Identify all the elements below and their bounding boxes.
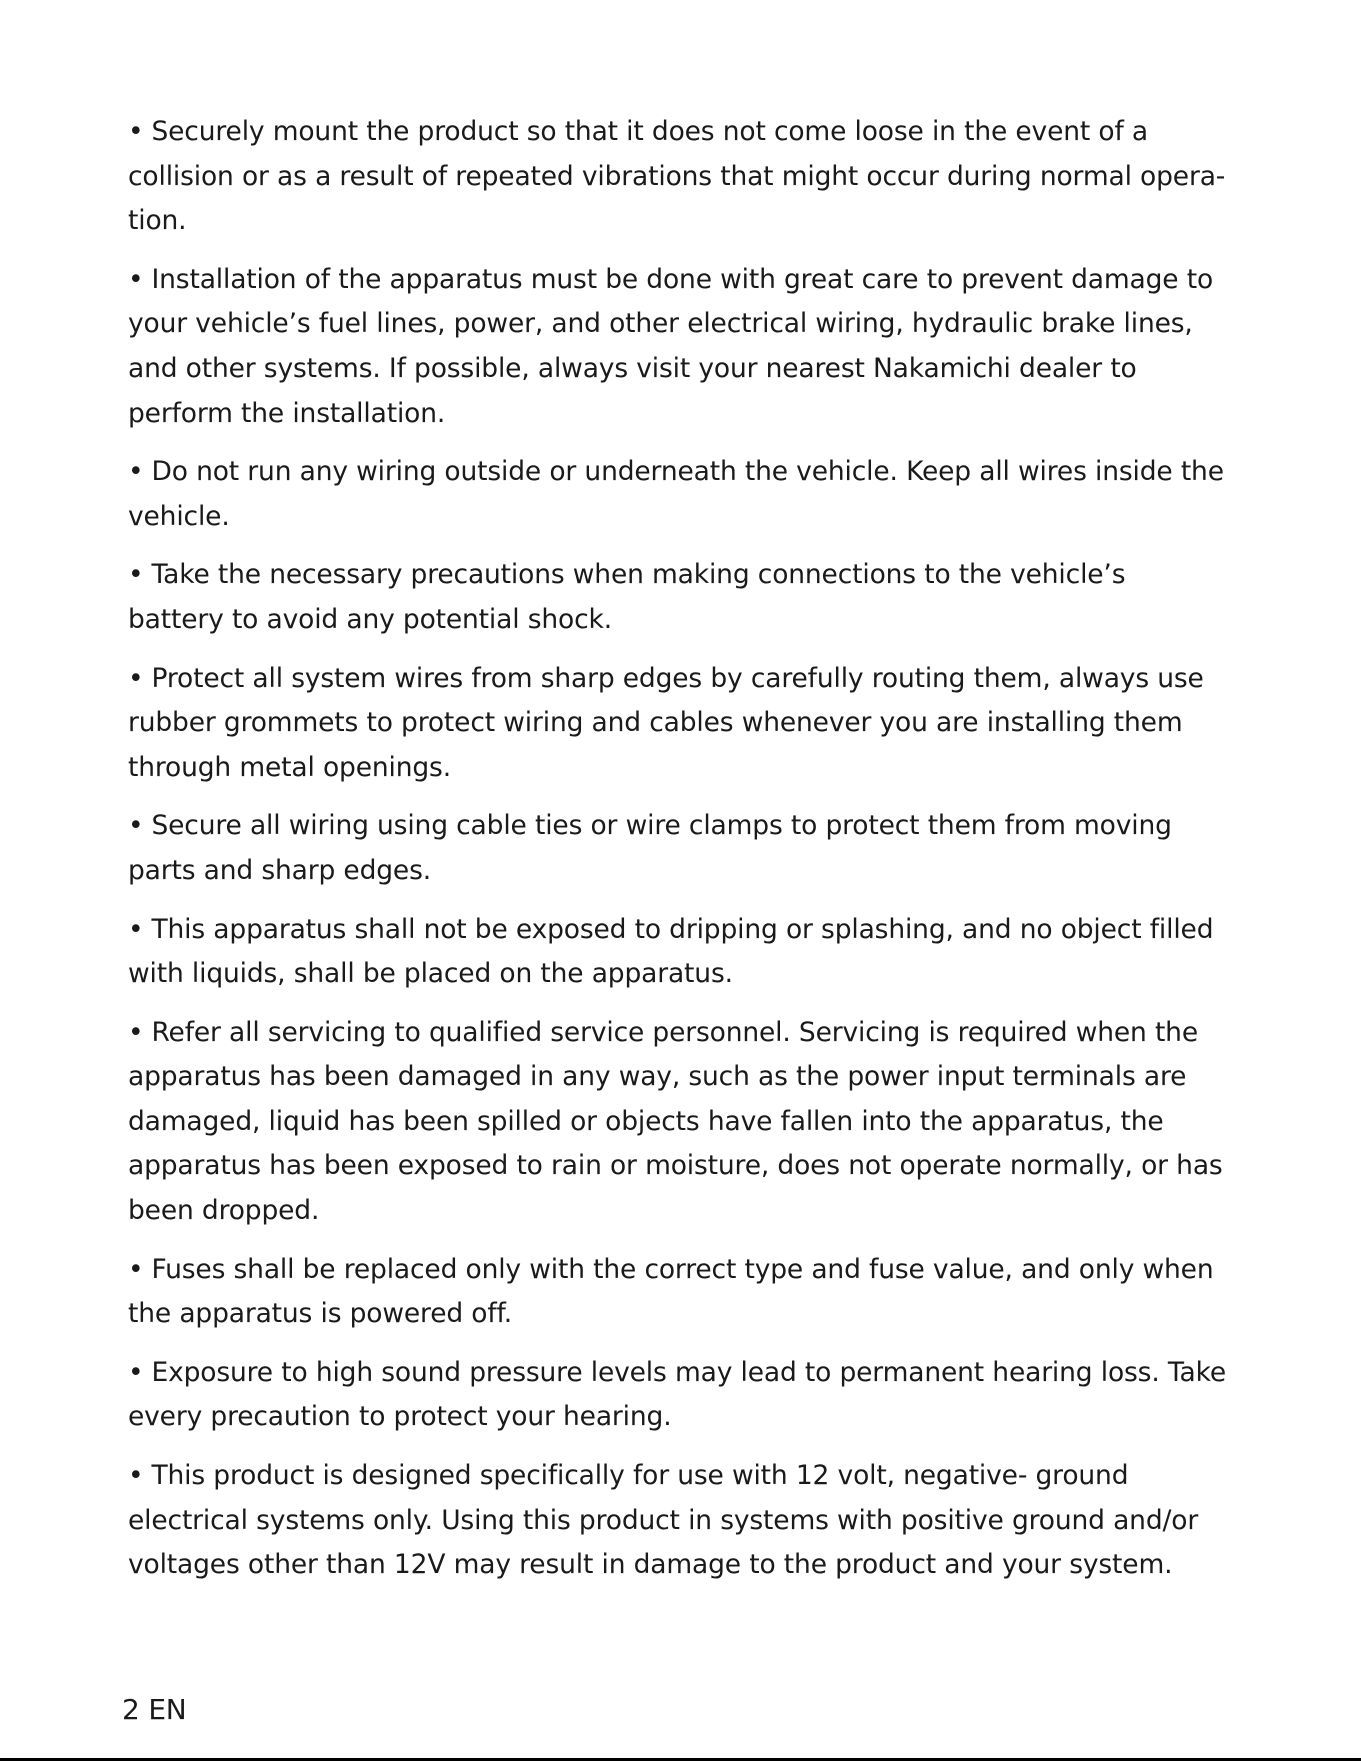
safety-item-text: Take the necessary precautions when making connections to the vehicle’s battery to avoid any potential shock. [128,559,1126,635]
safety-item-fuses [128,1248,1228,1337]
bullet-icon: • [128,1253,144,1285]
safety-item-text: Do not run any wiring outside or underneath the vehicle. Keep all wires inside the vehicle. [128,456,1224,532]
safety-item-text: This apparatus shall not be exposed to dripping or splashing, and no object filled with liquids, shall be placed on the apparatus. [128,913,1214,990]
bullet-icon: • [128,116,144,147]
safety-item-hearing [128,1351,1228,1440]
bullet-icon: • [128,810,144,842]
safety-item-text: Protect all system wires from sharp edges by carefully routing them, always use rubber grommets to protect wiring and cables whenever you are installing them through metal openings. [128,662,1204,783]
safety-item-text: This product is designed specifically for use with 12 volt, negative- ground electrical systems only. Using this product in systems with positive ground and/or voltages other than 12V may result in damage to the product and your system. [128,1460,1199,1581]
bullet-icon: • [128,263,144,295]
safety-item-mount [128,110,1228,244]
safety-item-12-volt [128,1454,1228,1588]
safety-item-battery [128,553,1228,642]
bullet-icon: • [128,456,144,488]
safety-item-text: Refer all servicing to qualified service personnel. Servicing is required when the apparatus has been damaged in any way, such as the power input terminals are damaged, liquid has been spilled or objects have fallen into the apparatus, the apparatus has been exposed to rain or moisture, does not operate normally, or has been dropped. [128,1016,1223,1227]
safety-item-text: Installation of the apparatus must be done with great care to prevent damage to your vehicle’s fuel lines, power, and other electrical wiring, hydraulic brake lines, and other systems. If possible, always visit your nearest Nakamichi dealer to perform the installation. [128,263,1214,429]
bullet-icon: • [128,1356,144,1388]
safety-item-sharp-edges [128,657,1228,791]
bullet-icon: • [128,662,144,694]
bullet-icon: • [128,913,144,945]
safety-item-text: Securely mount the product so that it does not come loose in the event of a collision or as a result of repeated vibrations that might occur during normal opera-tion. [128,116,1226,237]
bullet-icon: • [128,559,144,591]
safety-item-text: Fuses shall be replaced only with the correct type and fuse value, and only when the apparatus is powered off. [128,1253,1214,1330]
safety-item-installation [128,258,1228,436]
safety-item-servicing [128,1011,1228,1234]
safety-item-text: Exposure to high sound pressure levels may lead to permanent hearing loss. Take every precaution to protect your hearing. [128,1356,1227,1433]
safety-item-liquids [128,908,1228,997]
bullet-icon: • [128,1460,144,1492]
safety-instructions [128,110,1228,1602]
safety-item-wiring-inside [128,450,1228,539]
page-number: 2 EN [122,1693,187,1726]
bullet-icon: • [128,1016,144,1048]
safety-item-text: Secure all wiring using cable ties or wire clamps to protect them from moving parts and sharp edges. [128,810,1172,886]
safety-item-cable-ties [128,804,1228,893]
